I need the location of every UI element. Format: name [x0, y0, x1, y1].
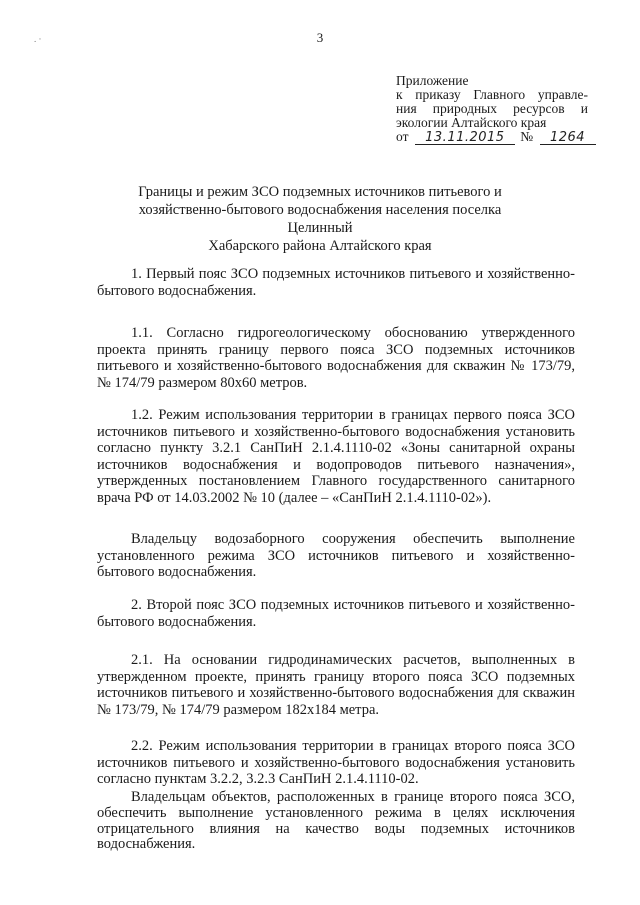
paragraph-2-2: 2.2. Режим использования территории в границах второго пояса ЗСО источников питьевого и хозяйственно-бытового водоснабжения установить согласно пунктам 3.2.2, 3.2.3 СанПиН 2.1.4.1110-02. — [97, 738, 575, 787]
appendix-line-2: к приказу Главного управле- — [396, 87, 588, 102]
paragraph-1-1: 1.1. Согласно гидрогеологическому обоснованию утвержденного проекта принять границу первого пояса ЗСО подземных источников питьевого и хозяйственно-бытового водоснабжения для скважин № 173/79, № 174/79 размером 80х60 метров. — [97, 325, 575, 391]
date-prefix: от — [396, 129, 409, 144]
page-number: 3 — [316, 30, 324, 45]
title-line-3: Хабарского района Алтайского края — [208, 238, 432, 254]
appendix-line-4: экологии Алтайского края — [396, 115, 547, 130]
handwritten-number: 1264 — [540, 131, 596, 145]
appendix-line-3: ния природных ресурсов и — [396, 101, 588, 116]
document-title — [110, 183, 530, 255]
paragraph-2-1: 2.1. На основании гидродинамических расчетов, выполненных в утвержденном проекте, принять границу второго пояса ЗСО подземных источников питьевого и хозяйственно-бытового водоснабжения для скважин № 173/79, № 174/79 размером 182х184 метра. — [97, 652, 575, 718]
title-line-2: хозяйственно-бытового водоснабжения населения поселка Целинный — [138, 202, 502, 236]
number-sign: № — [520, 129, 534, 144]
paragraph-owners-obligation: Владельцам объектов, расположенных в границе второго пояса ЗСО, обеспечить выполнение установленного режима в целях исключения отрицательного влияния на качество воды подземных источников водоснабжения. — [97, 789, 575, 853]
title-line-1: Границы и режим ЗСО подземных источников питьевого и — [138, 184, 502, 200]
appendix-heading: Приложение — [396, 73, 469, 88]
section-2-heading: 2. Второй пояс ЗСО подземных источников питьевого и хозяйственно-бытового водоснабжения. — [97, 597, 575, 630]
appendix-block — [396, 74, 588, 145]
scan-artifact: . · — [34, 34, 42, 44]
section-1-heading: 1. Первый пояс ЗСО подземных источников питьевого и хозяйственно-бытового водоснабжения. — [97, 266, 575, 299]
order-date-number-line — [396, 130, 588, 145]
paragraph-owner-obligation: Владельцу водозаборного сооружения обеспечить выполнение установленного режима ЗСО источников питьевого и хозяйственно-бытового водоснабжения. — [97, 531, 575, 580]
paragraph-1-2: 1.2. Режим использования территории в границах первого пояса ЗСО источников питьевого и хозяйственно-бытового водоснабжения установить согласно пункту 3.2.1 СанПиН 2.1.4.1110-02 «Зоны санитарной охраны источников водоснабжения и водопроводов питьевого назначения», утвержденных постановлением Главного государственного санитарного врача РФ от 14.03.2002 № 10 (далее – «СанПиН 2.1.4.1110-02»). — [97, 407, 575, 506]
handwritten-date: 13.11.2015 — [415, 131, 515, 145]
